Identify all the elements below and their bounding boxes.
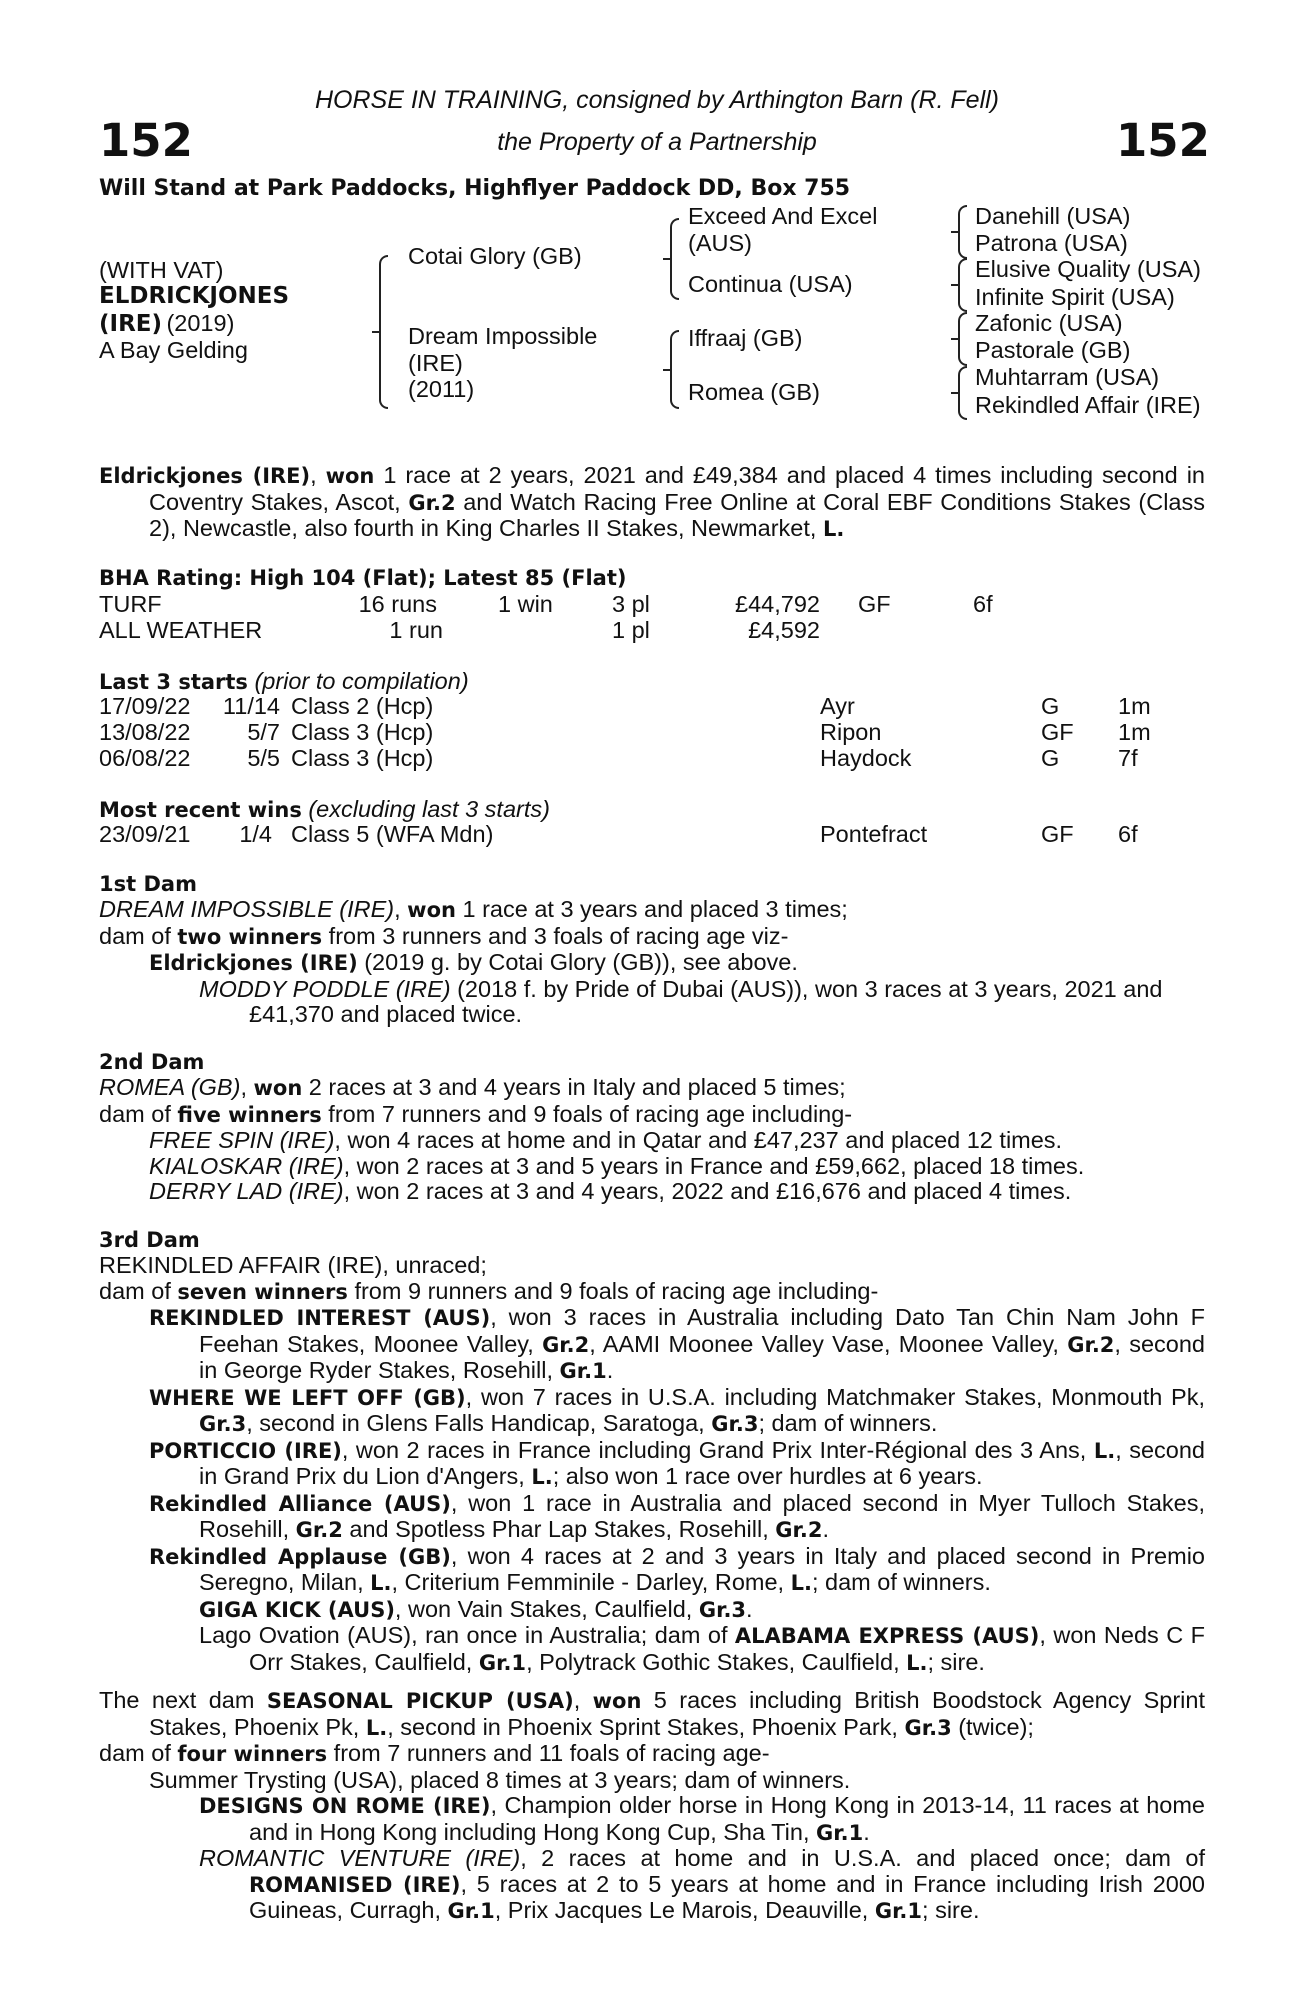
pedigree-sire-sire-line2: (AUS) <box>688 230 752 256</box>
summary-grade-1: Gr.2 <box>408 490 456 515</box>
pedigree-dam-dam: Romea (GB) <box>688 379 820 405</box>
grade: Gr.3 <box>199 1412 247 1436</box>
produce-record: , Prix Jacques Le Marois, Deauville, <box>494 1897 875 1923</box>
start-position: 11/14 <box>222 693 280 719</box>
race-summary: Eldrickjones (IRE), won 1 race at 2 years, 2021 and £49,384 and placed 4 times including second in Coventry Stakes, Ascot, Gr.2 and Watch Racing Free Online at Coral EBF Conditions Stakes (Class 2), Newcastle, also fourth in King Charles II Stakes, Newmarket, L. <box>99 462 1205 541</box>
summary-horse-name: Eldrickjones (IRE) <box>99 464 311 488</box>
pedigree-g5: Zafonic (USA) <box>975 310 1123 336</box>
pedigree-g1: Danehill (USA) <box>975 203 1131 229</box>
dam1-sep: , <box>394 896 408 922</box>
dam3-damof: dam of <box>99 1277 178 1304</box>
bha-distance: 6f <box>973 591 993 617</box>
produce-record: (2018 f. by Pride of Dubai (AUS)), won 3 races at 3 years, 2021 and £41,370 and placed twice. <box>249 975 1163 1027</box>
produce-record: ; also won 1 race over hurdles at 6 years. <box>552 1463 983 1489</box>
start-course: Haydock <box>820 745 912 771</box>
grade: Gr.2 <box>295 1518 343 1542</box>
dam2-won: won <box>253 1076 303 1100</box>
dam1-runners: from 3 runners and 3 foals of racing age viz- <box>322 922 789 949</box>
produce-record: . <box>606 1357 614 1383</box>
grade: Gr.1 <box>874 1899 923 1923</box>
bha-rating-title: BHA Rating: High 104 (Flat); Latest 85 (Flat) <box>99 566 627 590</box>
start-distance: 1m <box>1118 719 1151 745</box>
produce-name: ROMANTIC VENTURE (IRE) <box>199 1845 521 1871</box>
produce-name: KIALOSKAR (IRE) <box>149 1152 344 1179</box>
produce-record: , won Vain Stakes, Caulfield, <box>394 1595 699 1622</box>
produce-record: , won 7 races in U.S.A. including Matchmaker Stakes, Monmouth Pk, <box>465 1383 1206 1410</box>
pedigree-brace-g4 <box>958 366 967 420</box>
produce-record: , Criterium Femminile - Darley, Rome, <box>391 1569 791 1595</box>
next-dam-runners: from 7 runners and 11 foals of racing age- <box>327 1740 770 1766</box>
pedigree-g2: Patrona (USA) <box>975 230 1128 256</box>
grade: L. <box>365 1715 388 1740</box>
start-class: Class 2 (Hcp) <box>291 693 434 719</box>
next-dam-won: won <box>592 1689 642 1713</box>
grade: L. <box>790 1571 812 1595</box>
summary-text-2: and Watch Racing Free Online at Coral EBF Conditions Stakes (Class 2), Newcastle, also fourth in King Charles II Stakes, Newmarket, <box>149 488 1205 541</box>
grade: Gr.2 <box>1067 1332 1115 1357</box>
dam1-won: won <box>407 898 456 922</box>
dam2-runners: from 7 runners and 9 foals of racing age including- <box>321 1100 853 1127</box>
bha-runs: 16 runs <box>358 591 437 617</box>
next-dam-sep: , <box>573 1687 593 1713</box>
start-position: 5/5 <box>247 745 280 771</box>
next-dam-intro: The next dam <box>99 1687 267 1713</box>
produce-record: , second in Grand Prix du Lion d'Angers, <box>199 1436 1205 1489</box>
next-dam-record: , second in Phoenix Sprint Stakes, Phoenix Park, <box>387 1713 905 1740</box>
start-distance: 1m <box>1118 693 1151 719</box>
grade: Gr.2 <box>542 1332 590 1357</box>
produce-name: DESIGNS ON ROME (IRE) <box>199 1794 491 1818</box>
bha-surface: TURF <box>99 591 162 617</box>
win-distance: 6f <box>1118 821 1138 847</box>
produce-record: , Champion older horse in Hong Kong in 2013-14, 11 races at home and in Hong Kong including Hong Kong Cup, Sha Tin, <box>249 1792 1205 1845</box>
produce-record: , won 3 races in Australia including Dato Tan Chin Nam John F Feehan Stakes, Moonee Valley, <box>199 1304 1205 1357</box>
pedigree-brace-g3 <box>958 312 967 366</box>
produce-record: . <box>863 1818 870 1845</box>
start-going: GF <box>1041 719 1074 745</box>
pedigree-g8: Rekindled Affair (IRE) <box>975 392 1201 418</box>
produce-name: Eldrickjones (IRE) <box>149 951 358 975</box>
start-course: Ayr <box>820 693 855 719</box>
produce-record: , 5 races at 2 to 5 years at home and in France including Irish 2000 Guineas, Curragh, <box>249 1870 1205 1923</box>
start-date: 13/08/22 <box>99 719 191 745</box>
dam3-runners: from 9 runners and 9 foals of racing age including- <box>347 1277 879 1304</box>
summary-won: won <box>325 464 375 488</box>
bha-going: GF <box>858 591 891 617</box>
produce-record: ; dam of winners. <box>758 1410 938 1436</box>
produce-record: , Polytrack Gothic Stakes, Caulfield, <box>526 1648 907 1675</box>
grade: L. <box>906 1650 928 1675</box>
dam1-heading: 1st Dam <box>99 872 197 896</box>
produce-record: (2019 g. by Cotai Glory (GB)), see above. <box>357 949 798 975</box>
pedigree-brace-dam <box>670 330 679 409</box>
dam2-record: 2 races at 3 and 4 years in Italy and placed 5 times; <box>302 1074 846 1100</box>
dam2-heading: 2nd Dam <box>99 1050 205 1074</box>
dam1-damof: dam of <box>99 922 178 949</box>
produce-name: ALABAMA EXPRESS (AUS) <box>734 1624 1040 1648</box>
dam1-winners: two winners <box>177 924 323 949</box>
produce-record: , won Neds C F Orr Stakes, Caulfield, <box>249 1622 1205 1675</box>
win-position: 1/4 <box>239 821 272 847</box>
dam1-record: 1 race at 3 years and placed 3 times; <box>455 896 848 922</box>
last3-title: Last 3 starts <box>99 670 248 694</box>
grade: Gr.1 <box>447 1899 495 1923</box>
dam3-winners: seven winners <box>177 1279 348 1304</box>
produce-record: , won 2 races in France including Grand Prix Inter-Régional des 3 Ans, <box>341 1436 1094 1463</box>
produce-name: FREE SPIN (IRE) <box>149 1127 335 1153</box>
grade: Gr.1 <box>816 1820 864 1845</box>
start-going: G <box>1041 693 1060 719</box>
next-dam-section <box>99 1688 1205 1925</box>
bha-prize: £4,592 <box>748 617 820 643</box>
dam2-winners: five winners <box>177 1102 322 1127</box>
produce-name: DERRY LAD (IRE) <box>149 1178 344 1204</box>
pedigree-dam-line2: (IRE) <box>408 350 463 376</box>
grade: L. <box>370 1571 392 1595</box>
pedigree-dam-line3: (2011) <box>408 376 475 402</box>
pedigree-sire-dam: Continua (USA) <box>688 271 853 297</box>
win-going: GF <box>1041 821 1074 847</box>
produce-record: , second in George Ryder Stakes, Rosehill, <box>199 1330 1205 1383</box>
pedigree-sire: Cotai Glory (GB) <box>408 243 582 269</box>
pedigree-dam-sire: Iffraaj (GB) <box>688 325 803 351</box>
produce-record: ; sire. <box>922 1897 980 1923</box>
bha-placed: 3 pl <box>612 591 650 617</box>
win-course: Pontefract <box>820 821 928 847</box>
start-position: 5/7 <box>247 719 280 745</box>
next-dam-record: 5 races including British Boodstock Agency Sprint Stakes, Phoenix Pk, <box>149 1687 1205 1740</box>
lot-number-left: 152 <box>99 114 193 167</box>
produce-record: , won 2 races at 3 and 5 years in France and £59,662, placed 18 times. <box>343 1152 1085 1179</box>
stand-location: Will Stand at Park Paddocks, Highflyer Paddock DD, Box 755 <box>99 176 851 201</box>
produce-name: PORTICCIO (IRE) <box>149 1438 342 1463</box>
produce-name: ROMANISED (IRE) <box>249 1872 461 1897</box>
produce-record: . <box>746 1595 753 1622</box>
produce-name: GIGA KICK (AUS) <box>199 1597 395 1622</box>
horse-name: ELDRICKJONES <box>99 283 290 309</box>
win-class: Class 5 (WFA Mdn) <box>291 821 494 847</box>
next-dam-winners: four winners <box>177 1742 328 1766</box>
header-property: the Property of a Partnership <box>497 128 817 156</box>
dam2-sep: , <box>240 1074 254 1100</box>
dam1-name: DREAM IMPOSSIBLE (IRE) <box>99 896 395 922</box>
produce-record: , 2 races at home and in U.S.A. and placed once; dam of <box>520 1845 1205 1871</box>
win-date: 23/09/21 <box>99 821 191 847</box>
produce-name: MODDY PODDLE (IRE) <box>199 975 451 1002</box>
start-course: Ripon <box>820 719 882 745</box>
dam2-damof: dam of <box>99 1100 178 1127</box>
summary-listed: L. <box>822 517 845 541</box>
summary-text-1: 1 race at 2 years, 2021 and £49,384 and placed 4 times including second in Coventry Stakes, Ascot, <box>149 462 1205 515</box>
last3-note: (prior to compilation) <box>247 668 469 694</box>
horse-description: A Bay Gelding <box>99 337 248 363</box>
pedigree-brace-g2 <box>958 258 967 312</box>
vat-label: (WITH VAT) <box>99 257 224 283</box>
start-class: Class 3 (Hcp) <box>291 719 434 745</box>
recent-wins-note: (excluding last 3 starts) <box>301 796 550 822</box>
horse-origin <box>99 310 234 337</box>
produce-record: Lago Ovation (AUS), ran once in Australia; dam of <box>199 1622 735 1648</box>
grade: Gr.2 <box>775 1518 823 1542</box>
produce-name: Rekindled Applause (GB) <box>149 1544 451 1569</box>
start-date: 17/09/22 <box>99 693 191 719</box>
grade: Gr.3 <box>698 1597 747 1622</box>
grade: L. <box>531 1465 553 1489</box>
pedigree-g4: Infinite Spirit (USA) <box>975 284 1175 310</box>
produce-record: . <box>822 1516 829 1542</box>
bha-surface: ALL WEATHER <box>99 617 263 643</box>
produce-name: REKINDLED INTEREST (AUS) <box>149 1306 491 1330</box>
dam2-section <box>99 1075 1205 1205</box>
pedigree-g7: Muhtarram (USA) <box>975 364 1160 390</box>
bha-runs: 1 run <box>389 617 443 643</box>
produce-record: , won 4 races at home and in Qatar and £47,237 and placed 12 times. <box>334 1127 1063 1153</box>
start-class: Class 3 (Hcp) <box>291 745 434 771</box>
horse-country: (IRE) <box>99 311 163 337</box>
pedigree-sire-sire-line1: Exceed And Excel <box>688 203 878 229</box>
start-distance: 7f <box>1118 745 1138 771</box>
produce-name: WHERE WE LEFT OFF (GB) <box>149 1385 466 1410</box>
grade: Gr.3 <box>904 1715 952 1740</box>
produce-record: , won 4 races at 2 and 3 years in Italy and placed second in Premio Seregno, Milan, <box>199 1542 1205 1595</box>
last3-heading <box>99 668 469 695</box>
dam3-section <box>99 1253 1205 1676</box>
pedigree-g3: Elusive Quality (USA) <box>975 256 1201 282</box>
bha-wins: 1 win <box>498 591 553 617</box>
dam2-name: ROMEA (GB) <box>99 1074 241 1100</box>
grade: Gr.1 <box>559 1359 607 1383</box>
next-dam-damof: dam of <box>99 1740 178 1766</box>
lot-number-right: 152 <box>1116 114 1210 167</box>
grade: L. <box>1093 1438 1116 1463</box>
produce-record: ; dam of winners. <box>811 1569 991 1595</box>
dam1-section <box>99 897 1205 1028</box>
produce-record: , won 1 race in Australia and placed second in Myer Tulloch Stakes, Rosehill, <box>199 1489 1205 1542</box>
produce-record: , AAMI Moonee Valley Vase, Moonee Valley, <box>589 1330 1068 1357</box>
produce-record: , second in Glens Falls Handicap, Saratoga, <box>246 1410 712 1436</box>
produce-record: , won 2 races at 3 and 4 years, 2022 and £16,676 and placed 4 times. <box>343 1178 1072 1204</box>
start-date: 06/08/22 <box>99 745 191 771</box>
pedigree-brace-sire <box>670 218 679 300</box>
pedigree-dam-line1: Dream Impossible <box>408 323 598 349</box>
next-dam-record: (twice); <box>951 1713 1034 1740</box>
produce-name: Rekindled Alliance (AUS) <box>149 1491 451 1516</box>
produce-record: ; sire. <box>927 1648 985 1675</box>
bha-prize: £44,792 <box>735 591 820 617</box>
pedigree-brace-main <box>379 255 388 409</box>
header-consignor: HORSE IN TRAINING, consigned by Arthington Barn (R. Fell) <box>314 86 1000 114</box>
produce-record: Summer Trysting (USA), placed 8 times at 3 years; dam of winners. <box>149 1766 851 1793</box>
horse-year: (2019) <box>166 310 235 336</box>
pedigree-brace-g1 <box>958 205 967 259</box>
dam3-heading: 3rd Dam <box>99 1228 200 1252</box>
grade: Gr.1 <box>478 1650 527 1675</box>
produce-record: and Spotless Phar Lap Stakes, Rosehill, <box>342 1516 776 1542</box>
pedigree-g6: Pastorale (GB) <box>975 337 1131 363</box>
dam3-name: REKINDLED AFFAIR (IRE), unraced; <box>99 1252 487 1278</box>
grade: Gr.3 <box>711 1412 759 1436</box>
recent-wins-heading <box>99 796 550 823</box>
bha-placed: 1 pl <box>612 617 650 643</box>
recent-wins-title: Most recent wins <box>99 798 302 822</box>
start-going: G <box>1041 745 1060 771</box>
next-dam-name: SEASONAL PICKUP (USA) <box>266 1689 574 1713</box>
